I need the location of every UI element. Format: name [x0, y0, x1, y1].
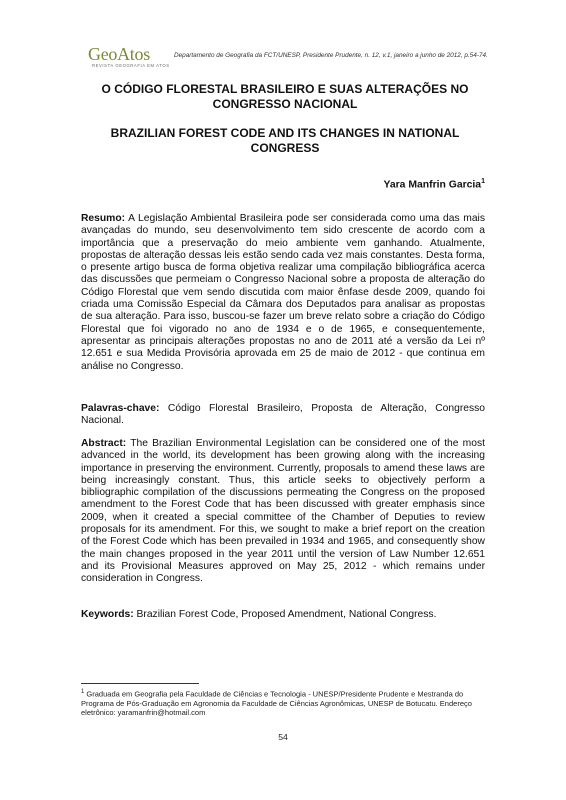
footnote-text: Graduada em Geografia pela Faculdade de Ciências e Tecnologia - UNESP/Presidente Prudente e Mestranda do Programa de Pós-Graduação em Agronomia da Faculdade de Ciências Agronômicas, UNESP de Botucatu. Endereço eletrônico: yaramanfrin@hotmail.com	[81, 689, 472, 718]
page-number: 54	[278, 732, 288, 742]
author-line	[383, 178, 485, 190]
resumo-label: Resumo:	[81, 213, 126, 224]
journal-logo	[88, 44, 170, 68]
resumo-paragraph	[81, 213, 485, 373]
keywords-label: Keywords:	[81, 609, 134, 620]
journal-reference: Departamento de Geografia da FCT/UNESP, Presidente Prudente, n. 12, v.1, janeiro a junho de 2012, p.54-74.	[174, 52, 488, 59]
footnote	[81, 688, 491, 718]
resumo-text: A Legislação Ambiental Brasileira pode ser considerada como uma das mais avançadas do mundo, seu desenvolvimento tem sido crescente de acordo com a importância que a preservação do meio ambiente vem ganhando. Atualmente, propostas de alteração dessas leis estão sendo cada vez mais constantes. Desta forma, o presente artigo busca de forma objetiva realizar uma compilação bibliográfica acerca das discussões que permeiam o Congresso Nacional sobre a proposta de alteração do Código Florestal que vem sendo discutida com maior ênfase desde 2009, quando foi criada uma Comissão Especial da Câmara dos Deputados para analisar as propostas de sua alteração. Para isso, buscou-se fazer um breve relato sobre a criação do Código Florestal que foi vigorado no ano de 1934 e o de 1965, e consequentemente, apresentar as principais alterações propostas no ano de 2011 até a versão da Lei nº 12.651 e sua Medida Provisória aprovada em 25 de maio de 2012 - que continua em análise no Congresso.	[81, 213, 485, 372]
author-footnote-mark: 1	[481, 178, 485, 185]
keywords-paragraph	[81, 609, 485, 621]
palavras-chave-label: Palavras-chave:	[81, 403, 160, 414]
footnote-divider	[81, 683, 199, 684]
palavras-chave-text: Código Florestal Brasileiro, Proposta de Alteração, Congresso Nacional.	[81, 403, 485, 427]
author-name: Yara Manfrin Garcia	[383, 179, 482, 191]
abstract-label: Abstract:	[81, 438, 127, 449]
abstract-text: The Brazilian Environmental Legislation can be considered one of the most advanced in the world, its development has been growing along with the increasing importance in preserving the environment. Currently, proposals to amend these laws are being increasingly constant. Thus, this article seeks to objectively perform a bibliographic compilation of the discussions permeating the Congress on the proposed amendment to the Forest Code that has been discussed with greater emphasis since 2009, when it created a special committee of the Chamber of Deputies to review proposals for its amendment. For this, we sought to make a brief report on the creation of the Forest Code which has been prevailed in 1934 and 1965, and consequently show the main changes proposed in the year 2011 until the version of Law Number 12.651 and its Provisional Measures approved on May 25, 2012 - which remains under consideration in Congress.	[81, 438, 485, 585]
logo-tagline: REVISTA GEOGRAFIA EM ATOS	[92, 63, 170, 68]
logo-wordmark: GeoAtos	[88, 44, 150, 64]
keywords-text: Brazilian Forest Code, Proposed Amendment, National Congress.	[133, 609, 437, 620]
journal-header	[88, 44, 538, 72]
abstract-paragraph	[81, 438, 485, 586]
palavras-chave-paragraph	[81, 403, 485, 428]
footnote-mark: 1	[81, 689, 85, 695]
title-english: BRAZILIAN FOREST CODE AND ITS CHANGES IN NATIONAL CONGRESS	[110, 126, 460, 155]
title-portuguese: O CÓDIGO FLORESTAL BRASILEIRO E SUAS ALTERAÇÕES NO CONGRESSO NACIONAL	[101, 82, 469, 111]
